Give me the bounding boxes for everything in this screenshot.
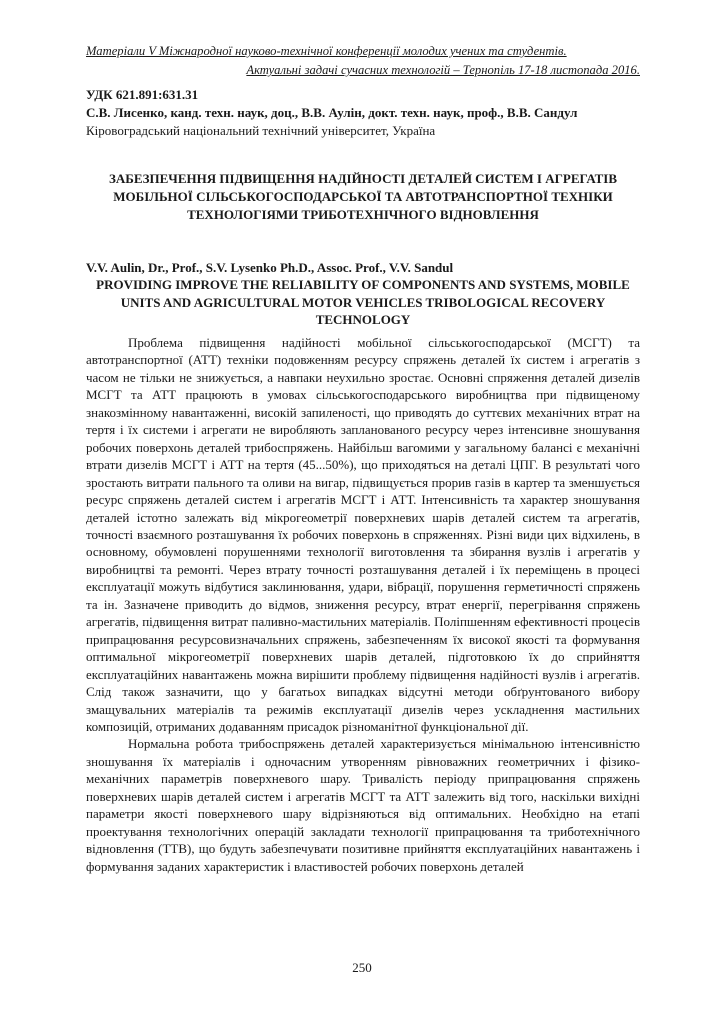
page-number: 250 [352, 960, 372, 975]
article-meta [86, 86, 646, 140]
udc-code: УДК 621.891:631.31 [86, 87, 199, 102]
header-line-1: Матеріали V Міжнародної науково-технічної конференції молодих учених та студентів. [86, 44, 567, 58]
paragraph-1: Проблема підвищення надійності мобільної сільськогосподарської (МСГТ) та автотранспортної (АТТ) техніки подовженням ресурсу спряжень деталей їх систем і агрегатів з часом не тільки не знижується, а навпаки неухильно зростає. Основні спряження деталей дизелів МСГТ та АТТ працюють в умовах сільськогосподарського виробництва при підвищеному знакозмінному навантаженні, високій запиленості, що приводять до суттєвих механічних втрат на тертя і їх системи і агрегати не виробляють запланованого ресурсу через інтенсивне зношування робочих поверхонь деталей трибоспряжень. Найбільш вагомими у загальному балансі є механічні втрати дизелів МСГТ і АТТ на тертя (45...50%), що приходяться на деталі ЦПГ. В результаті чого зростають витрати пального та оливи на вигар, підвищується прорив газів в картер та зменшується ресурс спряжень деталей систем і агрегатів МСГТ і АТТ. Інтенсивність та характер зношування деталей істотно залежать від мікрогеометрії поверхневих шарів деталей систем та агрегатів, точності взаємного розташування їх робочих поверхонь в спряженнях. Різні види цих відхилень, в основному, обумовлені порушеннями технології виготовлення та збирання вузлів і агрегатів у виробництві та ремонті. Через втрату точності розташування деталей і їх переміщень в процесі експлуатації можуть відбутися заклинювання, удари, вібрації, порушення герметичності спряжень та ін. Зазначене приводить до відмов, зниження ресурсу, втрат енергії, перегрівання спряжень агрегатів, підвищення витрат паливно-мастильних матеріалів. Поліпшенням ефективності процесів припрацювання ресурсовизначальних спряжень, забезпеченням їх високої якості та формування оптимальної мікрогеометрії поверхневих шарів деталей, підготовкою їх до сприйняття експлуатаційних навантажень можна вирішити проблему підвищення надійності вузлів і агрегатів. Слід також зазначити, що у багатьох випадках відсутні методи обґрунтованого вибору змащувальних матеріалів та режимів експлуатації дизелів через ускладнення мастильних композицій, отриманих додаванням присадок різноманітної функціональної дії. [86, 335, 640, 734]
authors-uk: С.В. Лисенко, канд. техн. наук, доц., В.В. Аулін, докт. техн. наук, проф., В.В. Сандул [86, 105, 578, 120]
article-body [86, 334, 640, 875]
english-block [86, 259, 640, 329]
conference-header [86, 42, 640, 80]
header-line-2: Актуальні задачі сучасних технологій – Тернопіль 17-18 листопада 2016. [246, 63, 640, 77]
paragraph-2: Нормальна робота трибоспряжень деталей характеризується мінімальною інтенсивністю зношування їх матеріалів і одночасним утворенням рівноважних геометричних і фізико-механічних параметрів поверхневого шару. Тривалість періоду припрацювання спряжень поверхневих шарів деталей систем і агрегатів МСГТ та АТТ залежить від того, наскільки вихідні параметри якості поверхневого шару відрізняються від оптимальних. Необхідно на етапі проектування технологічних операцій закладати технології припрацювання та триботехнічного відновлення (ТТВ), що будуть забезпечувати позитивне прийняття експлуатаційних навантажень і формування заданих характеристик і властивостей робочих поверхонь деталей [86, 736, 640, 874]
authors-en: V.V. Aulin, Dr., Prof., S.V. Lysenko Ph.D., Assoc. Prof., V.V. Sandul [86, 260, 454, 275]
affiliation: Кіровоградський національний технічний університет, Україна [86, 123, 436, 138]
title-uk: ЗАБЕЗПЕЧЕННЯ ПІДВИЩЕННЯ НАДІЙНОСТІ ДЕТАЛЕЙ СИСТЕМ І АГРЕГАТІВ МОБІЛЬНОЇ СІЛЬСЬКОГОСПОДАРСЬКОЇ ТА АВТОТРАНСПОРТНОЇ ТЕХНІКИ ТЕХНОЛОГІЯМИ ТРИБОТЕХНІЧНОГО ВІДНОВЛЕННЯ [108, 171, 618, 223]
title-en: PROVIDING IMPROVE THE RELIABILITY OF COMPONENTS AND SYSTEMS, MOBILE UNITS AND AGRICULTURAL MOTOR VEHICLES TRIBOLOGICAL RECOVERY TECHNOLOGY [96, 277, 630, 328]
